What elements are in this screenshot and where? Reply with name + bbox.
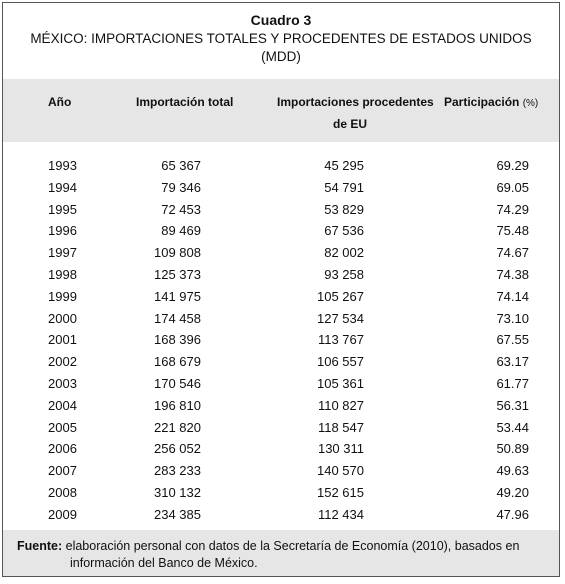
cell-part: 63.17	[496, 354, 529, 370]
cell-year: 1999	[48, 288, 77, 304]
cell-year: 2007	[48, 463, 77, 479]
cell-eu: 152 615	[317, 484, 364, 500]
footer-text-2: información del Banco de México.	[70, 556, 258, 570]
cell-total: 256 052	[154, 441, 201, 457]
cell-total: 168 679	[154, 354, 201, 370]
table-row	[3, 199, 559, 221]
table-row	[3, 373, 559, 395]
cell-eu: 110 827	[317, 397, 364, 413]
cell-part: 49.63	[496, 463, 529, 479]
cell-total: 310 132	[154, 484, 201, 500]
title-block	[3, 3, 559, 79]
header-eu	[277, 95, 434, 109]
cell-eu: 105 361	[317, 375, 364, 391]
cell-year: 1995	[48, 201, 77, 217]
table-row	[3, 504, 559, 526]
cell-total: 170 546	[154, 375, 201, 391]
cell-eu: 106 557	[317, 354, 364, 370]
cell-total: 72 453	[161, 201, 201, 217]
cell-eu: 53 829	[324, 201, 364, 217]
cell-part: 50.89	[496, 441, 529, 457]
cell-eu: 45 295	[324, 158, 364, 173]
cell-year: 1993	[48, 158, 77, 173]
cell-total: 109 808	[154, 245, 201, 261]
table-row	[3, 438, 559, 460]
cell-year: 2002	[48, 354, 77, 370]
cell-total: 283 233	[154, 463, 201, 479]
cell-year: 1994	[48, 179, 77, 195]
cell-year: 2006	[48, 441, 77, 457]
cell-total: 168 396	[154, 332, 201, 348]
table-row	[3, 242, 559, 264]
cell-total: 89 469	[161, 223, 201, 239]
cell-eu: 82 002	[324, 245, 364, 261]
header-total: Importación total	[136, 95, 234, 109]
cell-part: 74.67	[496, 245, 529, 261]
cell-year: 2008	[48, 484, 77, 500]
table-label: Cuadro 3	[250, 12, 312, 28]
table-row	[3, 220, 559, 242]
cell-year: 2000	[48, 310, 77, 326]
unit-text: (MDD)	[261, 49, 301, 64]
table-row	[3, 417, 559, 439]
cell-eu: 118 547	[317, 419, 364, 435]
cell-year: 2005	[48, 419, 77, 435]
header-part	[444, 95, 538, 109]
cell-part: 61.77	[496, 375, 529, 391]
cell-part: 69.05	[496, 179, 529, 195]
cell-part: 74.38	[496, 266, 529, 282]
table-row	[3, 395, 559, 417]
table-row	[3, 264, 559, 286]
cell-eu: 130 311	[317, 441, 364, 457]
table-title	[3, 30, 559, 66]
cell-part: 69.29	[496, 158, 529, 173]
cell-total: 196 810	[154, 397, 201, 413]
table-row	[3, 482, 559, 504]
footer-label: Fuente:	[17, 539, 63, 553]
cell-part: 56.31	[496, 397, 529, 413]
cell-year: 2009	[48, 506, 77, 522]
cell-year: 2004	[48, 397, 77, 413]
cell-total: 141 975	[154, 288, 201, 304]
cell-total: 125 373	[154, 266, 201, 282]
header-eu-line1: Importaciones procedentes	[277, 95, 434, 109]
cell-part: 74.29	[496, 201, 529, 217]
cell-eu: 67 536	[324, 223, 364, 239]
header-year: Año	[48, 95, 72, 109]
cell-part: 47.96	[496, 506, 529, 522]
header-part-unit: (%)	[522, 98, 539, 109]
cell-eu: 127 534	[317, 310, 364, 326]
cell-part: 67.55	[496, 332, 529, 348]
cell-part: 74.14	[496, 288, 529, 304]
cell-year: 1998	[48, 266, 77, 282]
cell-eu: 54 791	[324, 179, 364, 195]
table-body	[3, 155, 559, 526]
cell-eu: 112 434	[317, 506, 364, 522]
cell-year: 1996	[48, 223, 77, 239]
footer-text-1: elaboración personal con datos de la Secretaría de Economía (2010), basados en	[65, 539, 520, 553]
cell-eu: 105 267	[317, 288, 364, 304]
footer-note	[3, 530, 559, 576]
cell-year: 2003	[48, 375, 77, 391]
table-frame	[2, 2, 560, 577]
table-row	[3, 329, 559, 351]
cell-total: 65 367	[161, 158, 201, 173]
table-row	[3, 460, 559, 482]
table-row	[3, 308, 559, 330]
title-text: MÉXICO: IMPORTACIONES TOTALES Y PROCEDENTES DE ESTADOS UNIDOS	[30, 31, 532, 46]
cell-total: 221 820	[154, 419, 201, 435]
cell-eu: 93 258	[324, 266, 364, 282]
cell-part: 73.10	[496, 310, 529, 326]
cell-part: 75.48	[496, 223, 529, 239]
cell-total: 174 458	[154, 310, 201, 326]
cell-year: 2001	[48, 332, 77, 348]
cell-eu: 140 570	[317, 463, 364, 479]
cell-total: 234 385	[154, 506, 201, 522]
cell-year: 1997	[48, 245, 77, 261]
cell-part: 49.20	[496, 484, 529, 500]
header-part-label: Participación	[444, 95, 520, 109]
table-row	[3, 177, 559, 199]
cell-eu: 113 767	[317, 332, 364, 348]
cell-part: 53.44	[496, 419, 529, 435]
table-row	[3, 351, 559, 373]
header-eu-line2: de EU	[333, 117, 368, 131]
cell-total: 79 346	[161, 179, 201, 195]
header-row	[3, 79, 559, 142]
table-row	[3, 155, 559, 177]
table-row	[3, 286, 559, 308]
